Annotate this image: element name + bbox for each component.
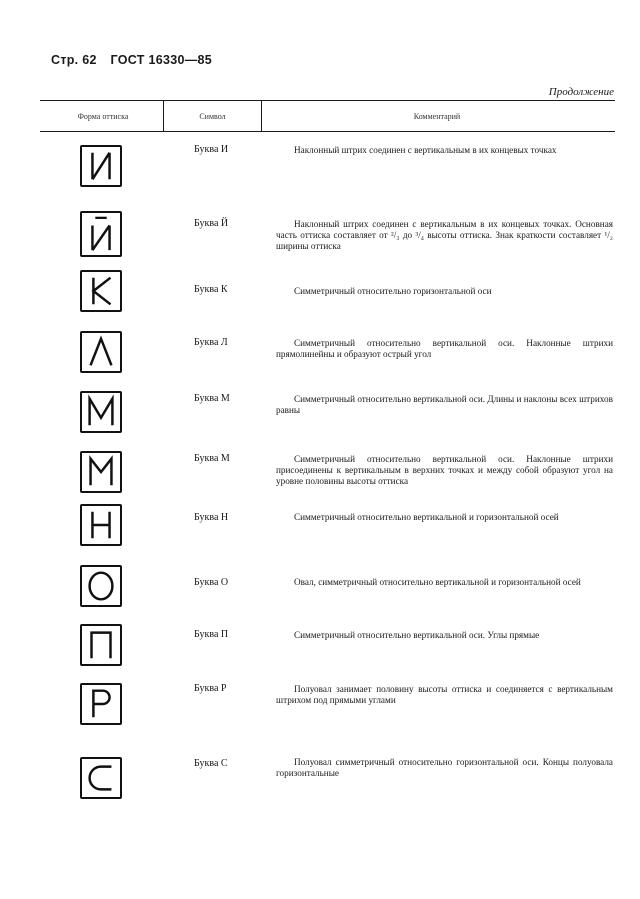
symbol-comment: Симметричный относительно горизонтальной оси bbox=[294, 286, 492, 296]
letter-l-icon bbox=[80, 331, 122, 373]
symbol-comment: Симметричный относительно вертикальной оси. Наклонные штрихи присоединены к вертикальным в верхних точках и между собой образуют угол на уровне половины высоты оттиска bbox=[276, 454, 613, 486]
symbol-name: Буква Й bbox=[194, 218, 229, 229]
letter-m-icon bbox=[80, 391, 122, 433]
letter-k-icon bbox=[80, 270, 122, 312]
symbol-comment: Овал, симметричный относительно вертикальной и горизонтальной осей bbox=[294, 577, 581, 587]
symbol-comment: Симметричный относительно вертикальной оси. Длины и наклоны всех штрихов равны bbox=[276, 394, 613, 415]
symbol-name: Буква К bbox=[194, 284, 228, 295]
page-header bbox=[51, 53, 212, 67]
symbol-comment: Симметричный относительно вертикальной и горизонтальной осей bbox=[294, 512, 559, 522]
symbol-name: Буква И bbox=[194, 144, 229, 155]
symbol-comment: Наклонный штрих соединен с вертикальным в их концевых точках bbox=[294, 145, 557, 155]
page-number: Стр. 62 bbox=[51, 53, 97, 67]
symbol-name: Буква М bbox=[194, 453, 230, 464]
letter-m-alt-icon bbox=[80, 451, 122, 493]
letter-short-i-icon bbox=[80, 211, 122, 257]
table-header-rule bbox=[40, 131, 615, 132]
symbol-name: Буква Л bbox=[194, 337, 228, 348]
symbol-name: Буква С bbox=[194, 758, 228, 769]
letter-o-icon bbox=[80, 565, 122, 607]
column-header-form: Форма оттиска bbox=[77, 112, 129, 121]
symbol-name: Буква М bbox=[194, 393, 230, 404]
continuation-label: Продолжение bbox=[548, 86, 614, 98]
letter-i-icon bbox=[80, 145, 122, 187]
column-header-comment: Комментарий bbox=[413, 112, 461, 121]
letter-r-icon bbox=[80, 683, 122, 725]
symbol-comment: Симметричный относительно вертикальной оси. Углы прямые bbox=[294, 630, 540, 640]
table-top-rule bbox=[40, 100, 615, 101]
column-header-symbol: Символ bbox=[199, 112, 226, 121]
symbol-comment: Симметричный относительно вертикальной оси. Наклонные штрихи прямолинейны и образуют острый угол bbox=[276, 338, 613, 359]
letter-s-icon bbox=[80, 757, 122, 799]
symbol-name: Буква Р bbox=[194, 683, 227, 694]
standard-title: ГОСТ 16330—85 bbox=[110, 53, 213, 67]
symbol-comment: Полуовал занимает половину высоты оттиска и соединяется с вертикальным штрихом под прямыми углами bbox=[276, 684, 613, 705]
symbol-comment: Наклонный штрих соединен с вертикальным в их концевых точках. Основная часть оттиска составляет от ²/₃ до ³/₄ высоты оттиска. Знак краткости составляет ¹/₂ ширины оттиска bbox=[276, 219, 613, 251]
symbol-comment: Полуовал симметричный относительно горизонтальной оси. Концы полуовала горизонтальные bbox=[276, 757, 613, 778]
symbol-name: Буква О bbox=[194, 577, 229, 588]
letter-n-icon bbox=[80, 504, 122, 546]
symbol-name: Буква П bbox=[194, 629, 229, 640]
symbol-name: Буква Н bbox=[194, 512, 229, 523]
letter-p-icon bbox=[80, 624, 122, 666]
